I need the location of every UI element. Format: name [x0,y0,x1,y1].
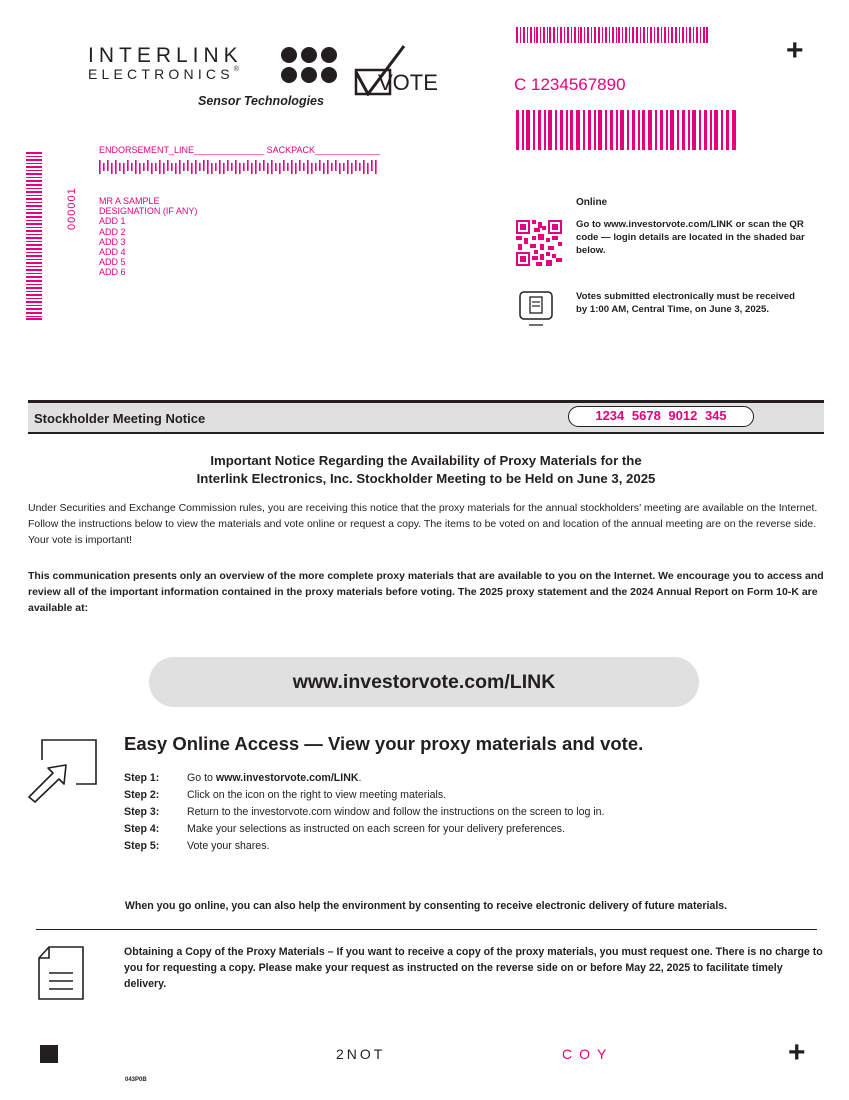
step-item [124,804,605,821]
qr-code-icon[interactable] [516,220,562,266]
control-barcode-icon [516,110,736,150]
control-number: C 1234567890 [514,75,626,94]
easy-access-title: Easy Online Access — View your proxy materials and vote. [124,733,644,754]
logo-tagline: Sensor Technologies [198,94,324,108]
copy-request-notice: Obtaining a Copy of the Proxy Materials – If you want to receive a copy of the proxy materials, you must request one. There is no charge to you for requesting a copy. Please make your request as instructed on the reverse side on or before May 22, 2025 to facilitate timely delivery. [124,946,823,990]
address-line: ADD 5 [99,257,126,268]
registration-plus-bottom: + [788,1036,806,1069]
logo-registered-mark: ® [233,66,239,73]
notice-heading [28,452,824,488]
notice-paragraph-1: Under Securities and Exchange Commission rules, you are receiving this notice that the proxy materials for the annual stockholders’ meeting are available on the Internet. Follow the instructions below to view the materials and vote online or request a copy. The items to be voted on and location of the annual meeting are on the reverse side. Your vote is important! [28,502,818,546]
logo-dots-icon [280,45,340,85]
sequence-code [66,174,80,230]
online-deadline: Votes submitted electronically must be received by 1:00 AM, Central Time, on June 3, 2025. [576,291,795,315]
vote-logo [352,44,442,96]
online-instruction-prefix: Go to [576,219,604,230]
step-link[interactable]: www.investorvote.com/LINK [215,772,359,784]
step-label: Step 3: [124,806,160,818]
section-divider [36,929,817,930]
online-vote-link[interactable]: www.investorvote.com/LINK [603,219,733,230]
step-text: Click on the icon on the right to view meeting materials. [187,789,447,801]
environment-note: When you go online, you can also help the environment by consenting to receive electronic delivery of future materials. [124,900,728,912]
address-line: MR A SAMPLE [99,196,160,206]
online-title: Online [576,197,608,208]
endorsement-line: ENDORSEMENT_LINE______________ SACKPACK_____________ [99,145,381,155]
step-label: Step 5: [124,840,160,852]
step-text: Vote your shares. [187,840,270,852]
step-label: Step 1: [124,772,160,784]
mailing-address [99,196,197,278]
sequence-code-text: 000001 [66,187,78,230]
step-text-suffix: . [358,772,362,784]
top-barcode-icon [516,27,708,43]
footer-code-right: COY [562,1046,614,1062]
meeting-bar-title: Stockholder Meeting Notice [34,411,206,426]
address-line: ADD 6 [99,267,126,278]
logo-wordmark-text: ELECTRONICS [88,66,234,82]
vote-label: VOTE [378,70,438,95]
step-text: Make your selections as instructed on each screen for your delivery preferences. [187,823,566,835]
logo-wordmark-line1: INTERLINK [88,44,243,67]
address-line: ADD 4 [99,247,126,258]
address-line: DESIGNATION (IF ANY) [99,206,198,217]
voting-device-icon [519,291,553,327]
step-item [124,838,605,855]
step-label: Step 4: [124,823,160,835]
side-barcode-icon [26,152,42,320]
proxy-url-link[interactable]: www.investorvote.com/LINK [149,657,699,707]
registration-plus-top: + [786,34,804,67]
online-instruction-suffix: or scan the QR code — login details are located in the shaded bar below. [576,219,805,256]
step-list [124,770,605,855]
step-text: Return to the investorvote.com window and follow the instructions on the screen to log in. [187,806,605,818]
step-item [124,787,605,804]
meeting-bar-code: 1234 5678 9012 345 [568,406,754,427]
step-item [124,770,605,787]
click-cursor-icon [26,738,98,804]
step-item [124,821,605,838]
step-label: Step 2: [124,789,160,801]
address-line: ADD 2 [99,226,126,237]
online-instructions [576,218,816,257]
document-icon [37,945,85,1001]
footer-code-left: 2NOT [336,1046,386,1062]
logo-wordmark-line2 [88,66,239,82]
postal-barcode-icon [99,158,379,176]
notice-heading-line1: Important Notice Regarding the Availability of Proxy Materials for the [210,453,642,468]
address-line: ADD 1 [99,216,126,227]
address-line: ADD 3 [99,236,126,247]
registration-square [40,1045,58,1063]
notice-heading-line2: Interlink Electronics, Inc. Stockholder Meeting to be Held on June 3, 2025 [196,471,656,486]
notice-paragraph-2: This communication presents only an overview of the more complete proxy materials that are available to you on the Internet. We encourage you to access and review all of the important information contained in the proxy materials before voting. The 2025 proxy statement and the 2024 Annual Report on Form 10-K are available at: [28,570,824,614]
step-text: Go to [187,772,216,784]
form-code: 043P0B [125,1077,147,1083]
